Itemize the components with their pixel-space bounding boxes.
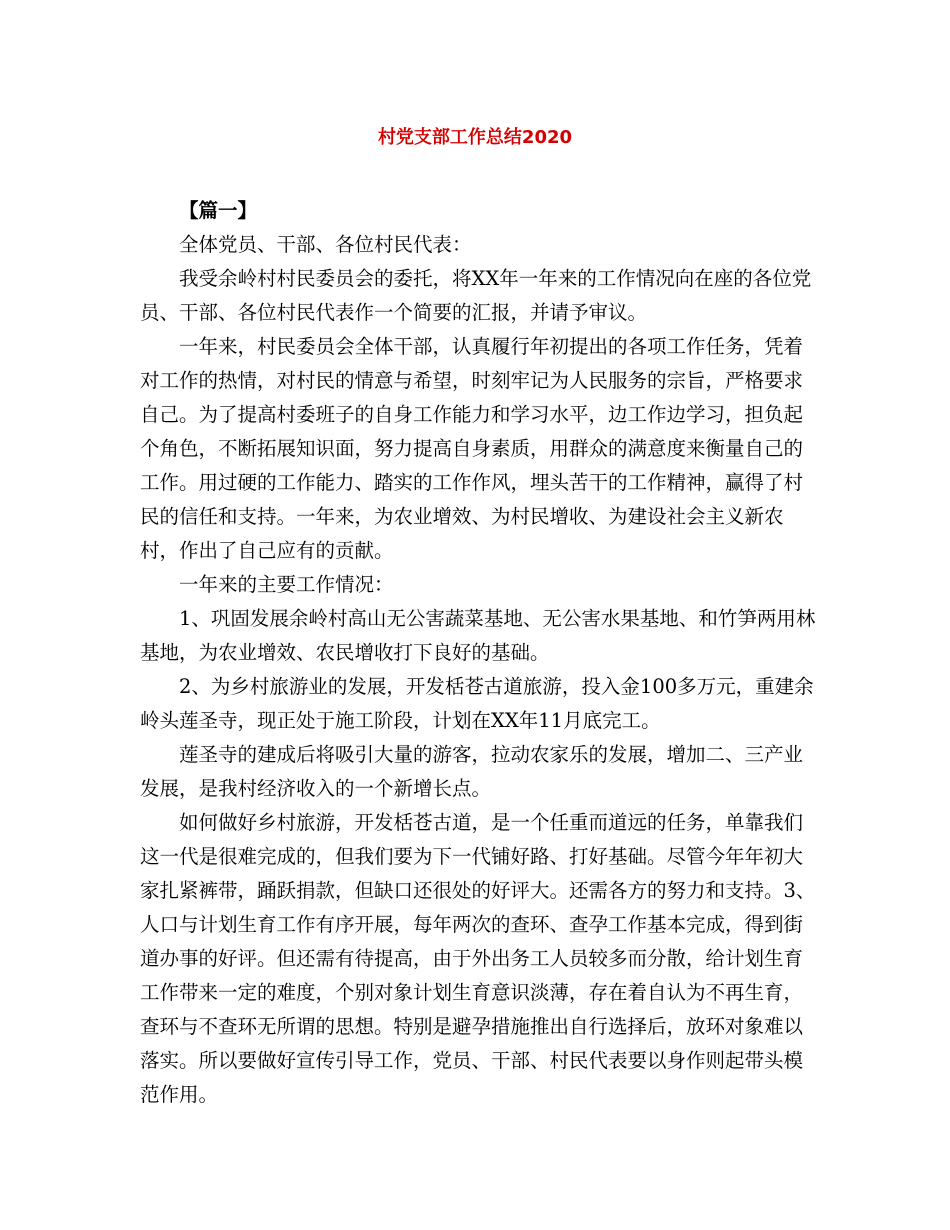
document-body xyxy=(140,194,820,1112)
body-paragraph: 一年来的主要工作情况： xyxy=(179,573,394,596)
body-paragraph: 1、巩固发展余岭村高山无公害蔬菜基地、无公害水果基地、和竹笋两用林基地，为农业增效、农民增收打下良好的基础。 xyxy=(140,607,816,664)
body-paragraph: 如何做好乡村旅游，开发栝苍古道，是一个任重而道远的任务，单靠我们这一代是很难完成的，但我们要为下一代铺好路、打好基础。尽管今年年初大家扎紧裤带，踊跃捐款，但缺口还很处的好评大。还需各方的努力和支持。3、人口与计划生育工作有序开展，每年两次的查环、查孕工作基本完成，得到街道办事的好评。但还需有待提高，由于外出务工人员较多而分散，给计划生育工作带来一定的难度，个别对象计划生育意识淡薄，存在着自认为不再生育，查环与不查环无所谓的思想。特别是避孕措施推出自行选择后，放环对象难以落实。所以要做好宣传引导工作，党员、干部、村民代表要以身作则起带头模范作用。 xyxy=(140,811,816,1106)
section-heading: 【篇一】 xyxy=(179,199,258,222)
body-paragraph: 2、为乡村旅游业的发展，开发栝苍古道旅游，投入金100多万元，重建余岭头莲圣寺，现正处于施工阶段，计划在XX年11月底完工。 xyxy=(140,675,814,732)
body-paragraph: 一年来，村民委员会全体干部，认真履行年初提出的各项工作任务，凭着对工作的热情，对村民的情意与希望，时刻牢记为人民服务的宗旨，严格要求自己。为了提高村委班子的自身工作能力和学习水平，边工作边学习，担负起个角色，不断拓展知识面，努力提高自身素质，用群众的满意度来衡量自己的工作。用过硬的工作能力、踏实的工作作风，埋头苦干的工作精神，赢得了村民的信任和支持。一年来，为农业增效、为村民增收、为建设社会主义新农村，作出了自己应有的贡献。 xyxy=(140,335,804,562)
body-paragraph: 莲圣寺的建成后将吸引大量的游客，拉动农家乐的发展，增加二、三产业发展，是我村经济收入的一个新增长点。 xyxy=(140,743,804,800)
document-title: 村党支部工作总结2020 xyxy=(377,127,573,148)
salutation-paragraph: 全体党员、干部、各位村民代表： xyxy=(179,233,472,256)
body-paragraph: 我受余岭村村民委员会的委托，将XX年一年来的工作情况向在座的各位党员、干部、各位村民代表作一个简要的汇报，并请予审议。 xyxy=(140,267,812,324)
